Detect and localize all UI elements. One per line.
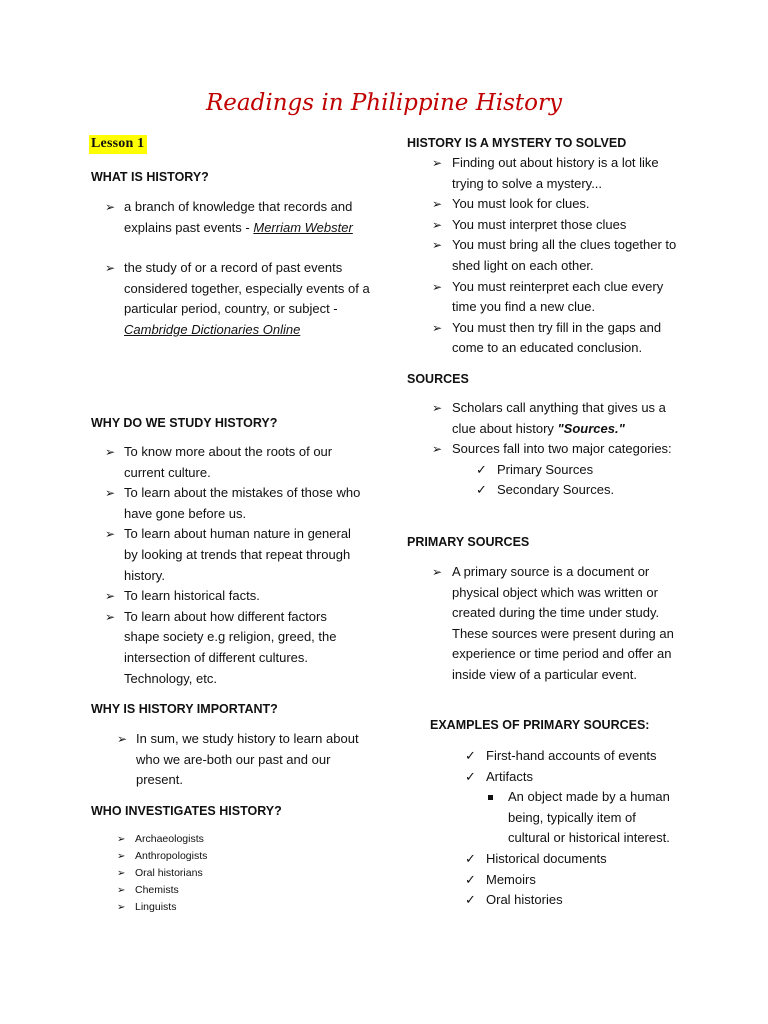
arrow-bullet-icon: ➢ bbox=[105, 200, 116, 214]
list-item: ✓ First-hand accounts of events bbox=[465, 746, 715, 767]
checkmark-icon: ✓ bbox=[465, 748, 476, 763]
who-investigates-heading: WHO INVESTIGATES HISTORY? bbox=[91, 804, 282, 818]
source-type-item: ✓ Primary Sources bbox=[432, 460, 692, 481]
arrow-bullet-icon: ➢ bbox=[117, 732, 128, 746]
list-item: ➢ Linguists bbox=[117, 899, 317, 916]
arrow-bullet-icon: ➢ bbox=[117, 885, 126, 896]
arrow-bullet-icon: ➢ bbox=[432, 565, 443, 579]
list-item: ➢ Sources fall into two major categories: bbox=[432, 439, 692, 460]
arrow-bullet-icon: ➢ bbox=[105, 527, 116, 542]
list-item: ✓ Memoirs bbox=[465, 870, 715, 891]
mystery-list bbox=[432, 153, 687, 359]
list-item: ✓ Artifacts bbox=[465, 767, 715, 788]
arrow-bullet-icon: ➢ bbox=[432, 279, 443, 294]
checkmark-icon: ✓ bbox=[465, 892, 476, 908]
list-item: ➢ Finding out about history is a lot like trying to solve a mystery... bbox=[432, 155, 659, 191]
definition-text: a branch of knowledge that records and explains past events - bbox=[124, 199, 353, 235]
list-item: ➢ A primary source is a document or physical object which was written or created during the time under study. These sources were present during an experience or time period and offer an inside view of a particular event. bbox=[432, 564, 674, 682]
checkmark-icon: ✓ bbox=[476, 482, 487, 498]
arrow-bullet-icon: ➢ bbox=[432, 197, 443, 212]
definition-list bbox=[105, 197, 370, 341]
list-item: ➢ To learn about how different factors shape society e.g religion, greed, the intersection of different cultures. Technology, etc. bbox=[105, 608, 337, 686]
list-item: ➢ You must reinterpret each clue every time you find a new clue. bbox=[432, 278, 664, 315]
list-item: ➢ To know more about the roots of our current culture. bbox=[105, 444, 333, 480]
list-item: ➢ Archaeologists bbox=[117, 831, 317, 848]
arrow-bullet-icon: ➢ bbox=[432, 401, 443, 415]
why-study-list bbox=[105, 442, 365, 689]
arrow-bullet-icon: ➢ bbox=[117, 868, 126, 879]
arrow-bullet-icon: ➢ bbox=[105, 589, 116, 604]
checkmark-icon: ✓ bbox=[476, 461, 487, 477]
definition-source: Cambridge Dictionaries Online bbox=[124, 321, 301, 337]
examples-heading: EXAMPLES OF PRIMARY SOURCES: bbox=[430, 718, 650, 732]
lesson-label: Lesson 1 bbox=[89, 135, 147, 154]
list-item: ➢ You must interpret those clues bbox=[432, 215, 687, 236]
checkmark-icon: ✓ bbox=[465, 871, 476, 887]
source-type-item: ✓ Secondary Sources. bbox=[432, 480, 692, 501]
definition-source: Merriam Webster bbox=[253, 219, 353, 235]
arrow-bullet-icon: ➢ bbox=[105, 261, 116, 276]
arrow-bullet-icon: ➢ bbox=[432, 238, 443, 253]
mystery-heading: HISTORY IS A MYSTERY TO SOLVED bbox=[407, 136, 627, 150]
artifact-detail-item: An object made by a human being, typically item of cultural or historical interest. bbox=[465, 787, 678, 849]
why-important-heading: WHY IS HISTORY IMPORTANT? bbox=[91, 702, 278, 716]
list-item: ➢ Chemists bbox=[117, 882, 317, 899]
list-item: ➢ To learn historical facts. bbox=[105, 586, 365, 607]
list-item: ➢ Scholars call anything that gives us a clue about history "Sources." bbox=[432, 400, 666, 436]
arrow-bullet-icon: ➢ bbox=[432, 156, 443, 170]
arrow-bullet-icon: ➢ bbox=[432, 217, 443, 232]
list-item: ➢ You must then try fill in the gaps and come to an educated conclusion. bbox=[432, 319, 662, 356]
definition-item bbox=[105, 258, 370, 340]
sources-emphasis: "Sources." bbox=[557, 420, 625, 436]
arrow-bullet-icon: ➢ bbox=[432, 442, 443, 457]
checkmark-icon: ✓ bbox=[465, 850, 476, 866]
list-item: ➢ To learn about human nature in general by looking at trends that repeat through history. bbox=[105, 526, 351, 583]
investigators-list bbox=[117, 831, 317, 916]
important-list bbox=[117, 729, 367, 791]
arrow-bullet-icon: ➢ bbox=[117, 834, 126, 845]
arrow-bullet-icon: ➢ bbox=[432, 320, 443, 335]
list-item: ➢ In sum, we study history to learn about who we are-both our past and our present. bbox=[117, 731, 359, 788]
square-bullet-icon bbox=[488, 795, 493, 800]
arrow-bullet-icon: ➢ bbox=[105, 609, 116, 624]
sources-list bbox=[432, 398, 692, 501]
checkmark-icon: ✓ bbox=[465, 768, 476, 784]
what-is-history-heading: WHAT IS HISTORY? bbox=[91, 170, 209, 184]
list-item: ✓ Oral histories bbox=[465, 890, 715, 911]
arrow-bullet-icon: ➢ bbox=[117, 902, 126, 913]
why-study-heading: WHY DO WE STUDY HISTORY? bbox=[91, 416, 278, 430]
arrow-bullet-icon: ➢ bbox=[117, 851, 126, 862]
list-item: ✓ Historical documents bbox=[465, 849, 715, 870]
list-item: ➢ To learn about the mistakes of those who have gone before us. bbox=[105, 485, 361, 521]
definition-text: the study of or a record of past events considered together, especially events of a particular period, country, or subject - bbox=[124, 260, 370, 317]
sources-heading: SOURCES bbox=[407, 372, 469, 386]
primary-sources-list bbox=[432, 562, 692, 686]
list-item: ➢ Anthropologists bbox=[117, 848, 317, 865]
list-item: ➢ You must bring all the clues together to shed light on each other. bbox=[432, 237, 677, 273]
arrow-bullet-icon: ➢ bbox=[105, 486, 116, 501]
examples-list bbox=[465, 746, 715, 911]
list-item: ➢ You must look for clues. bbox=[432, 194, 687, 215]
document-title: Readings in Philippine History bbox=[205, 90, 563, 116]
arrow-bullet-icon: ➢ bbox=[105, 445, 116, 459]
list-item: ➢ Oral historians bbox=[117, 865, 317, 882]
definition-item bbox=[105, 197, 370, 238]
primary-sources-heading: PRIMARY SOURCES bbox=[407, 535, 530, 549]
